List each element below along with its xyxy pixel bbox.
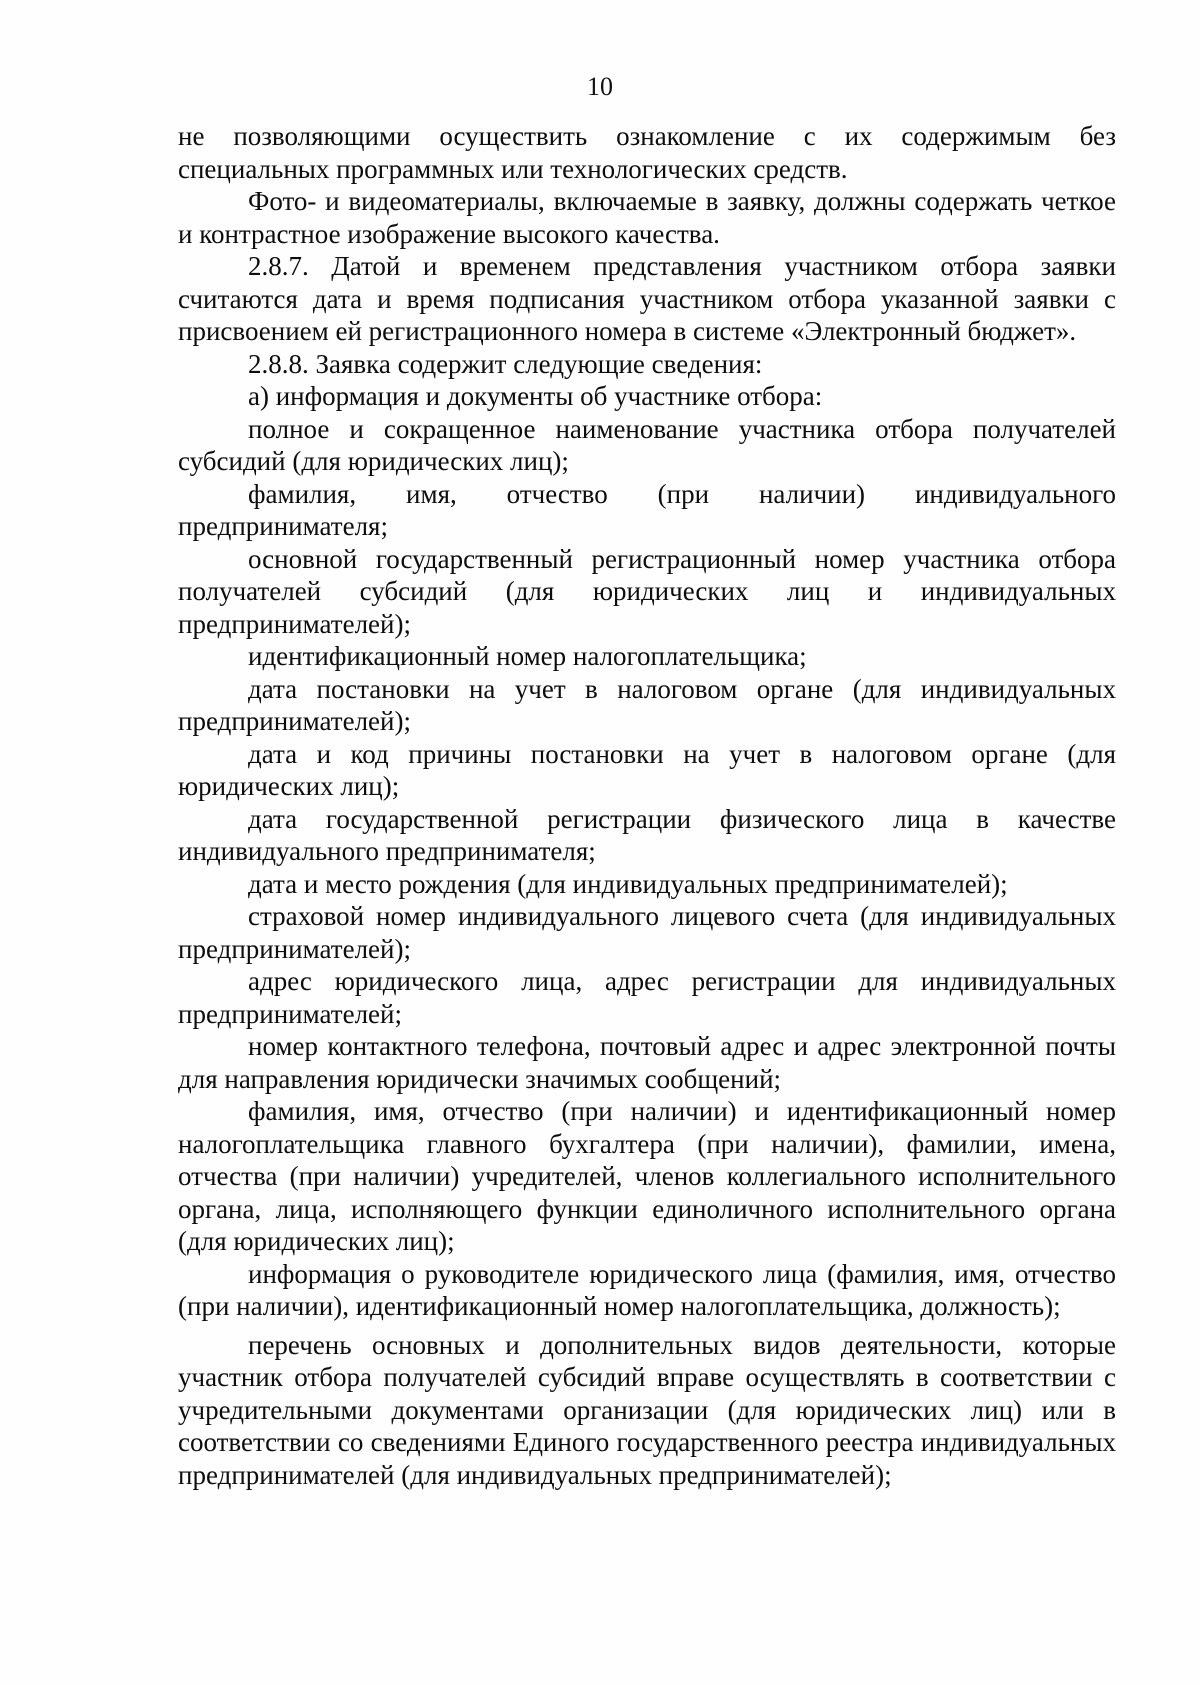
list-item-accountant-founders: фамилия, имя, отчество (при наличии) и идентификационный номер налогоплательщика главного бухгалтера (при наличии), фамилии, имена, отчества (при наличии) учредителей, членов коллегиального исполнительного органа, лица, исполняющего функции единоличного исполнительного органа (для юридических лиц); — [178, 1096, 1116, 1256]
list-item-full-name: полное и сокращенное наименование участника отбора получателей субсидий (для юридических лиц); — [178, 413, 1116, 476]
list-item-contacts: номер контактного телефона, почтовый адрес и адрес электронной почты для направления юридически значимых сообщений; — [178, 1031, 1116, 1094]
list-item-inn: идентификационный номер налогоплательщика; — [248, 641, 807, 671]
document-body — [178, 120, 1116, 1491]
list-item-ogrn: основной государственный регистрационный номер участника отбора получателей субсидий (для юридических лиц и индивидуальных предпринимателей); — [178, 543, 1116, 639]
list-item-head: информация о руководителе юридического лица (фамилия, имя, отчество (при наличии), идентификационный номер налогоплательщика, должность); — [178, 1258, 1116, 1321]
page-number: 10 — [587, 72, 613, 101]
list-item-birth: дата и место рождения (для индивидуальных предпринимателей); — [248, 868, 1008, 899]
list-item-entrepreneur-name: фамилия, имя, отчество (при наличии) индивидуального предпринимателя; — [178, 478, 1116, 541]
paragraph-2-8-7: 2.8.7. Датой и временем представления участником отбора заявки считаются дата и время подписания участником отбора указанной заявки с присвоением ей регистрационного номера в системе «Электронный бюджет». — [178, 251, 1116, 346]
list-item-address: адрес юридического лица, адрес регистрации для индивидуальных предпринимателей; — [178, 966, 1116, 1029]
paragraph-continuation: не позволяющими осуществить ознакомление с их содержимым без специальных программных или технологических средств. — [178, 121, 1116, 184]
list-item-state-registration-date: дата государственной регистрации физического лица в качестве индивидуального предпринимателя; — [178, 803, 1116, 866]
list-item-kpp: дата и код причины постановки на учет в налоговом органе (для юридических лиц); — [178, 738, 1116, 801]
paragraph-2-8-8: 2.8.8. Заявка содержит следующие сведения: — [248, 348, 763, 379]
list-item-tax-registration-date: дата постановки на учет в налоговом органе (для индивидуальных предпринимателей); — [178, 673, 1116, 736]
paragraph-item-a: а) информация и документы об участнике отбора: — [248, 381, 823, 411]
paragraph-photo-video: Фото- и видеоматериалы, включаемые в заявку, должны содержать четкое и контрастное изображение высокого качества. — [178, 186, 1116, 249]
list-item-activities: перечень основных и дополнительных видов деятельности, которые участник отбора получателей субсидий вправе осуществлять в соответствии с учредительными документами организации (для юридических лиц) или в соответствии со сведениями Единого государственного реестра индивидуальных предпринимателей (для индивидуальных предпринимателей); — [178, 1329, 1116, 1490]
list-item-snils: страховой номер индивидуального лицевого счета (для индивидуальных предпринимателей); — [178, 901, 1116, 964]
